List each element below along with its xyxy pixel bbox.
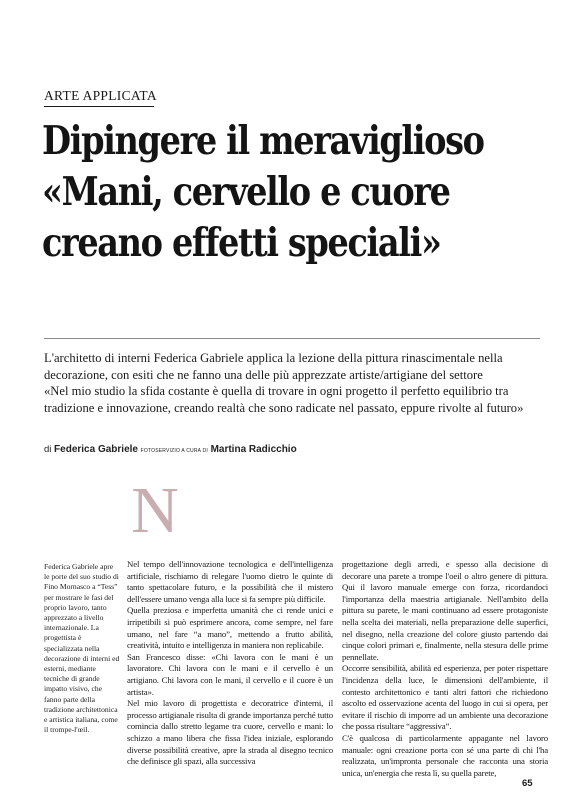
body-paragraph: C'è qualcosa di particolarmente appagante nel lavoro manuale: ogni creazione porta con sé una parte di chi l'ha realizzata, un'impronta personale che racconta una storia unica, un'energia che resta lì, su quella parete, [342,732,548,778]
body-paragraph: Occorre sensibilità, abilità ed esperienza, per poter rispettare l'incidenza della luce, le dimensioni dell'ambiente, il contesto architettonico e tanti altri fattori che richiedono ascolto ed osservazione acenta del luogo in cui si opera, per evitare il rischio di imporre ad un ambiente una decorazione che possa risultare “aggressiva”. [342,663,548,732]
headline [42,116,484,269]
headline-line: creano effetti speciali» [42,220,441,266]
byline-photographer: Martina Radicchio [210,444,297,455]
byline-photo-credit: FOTOSERVIZIO A CURA DI [140,448,208,454]
byline [44,444,544,455]
body-paragraph: progettazione degli arredi, e spesso alla decisione di decorare una parete a trompe l'oeil o altro genere di pittura. Qui il lavoro manuale emerge con forza, ricordandoci l'importanza della maestria artigianale. Nell'ambito della pittura su parete, le mani continuano ad essere protagoniste nella scelta dei materiali, nella preparazione delle superfici, nel disegno, nella creazione del colore giusto partendo dai cinque colori primari e, finalmente, nella stesura delle prime pennellate. [342,559,548,662]
section-label: ARTE APPLICATA [44,88,157,103]
section-rule [44,106,154,107]
drop-cap: N [131,474,179,547]
standfirst-quote: «Nel mio studio la sfida costante è quella di trovare in ogni progetto il perfetto equilibrio tra tradizione e innovazione, creando realtà che sono radicate nel passato, eppure rivolte al futuro» [44,384,524,415]
headline-line: «Mani, cervello e cuore [42,169,450,215]
headline-line: Dipingere il meraviglioso [42,118,484,164]
byline-prefix: di [44,444,52,455]
headline-rule [44,338,540,339]
body-column-1 [127,559,333,768]
body-paragraph: Nel tempo dell'innovazione tecnologica e dell'intelligenza artificiale, rischiamo di relegare l'uomo dietro le quinte di tanto spettacolare futuro, e la possibilità che il mistero dell'essere umano venga alla luce si fa sempre più difficile. [127,559,333,604]
photo-caption: Federica Gabriele apre le porte del suo studio di Fino Mornasco a “Tess” per mostrare le fasi del proprio lavoro, tanto apprezzato a livello internazionale. La progettista è specializzata nella decorazione di interni ed esterni, mediante tecniche di grande impatto visivo, che fanno parte della tradizione architettonica e artistica italiana, come il trompe-l'œil. [44,562,120,735]
body-column-2 [342,559,548,779]
byline-author: Federica Gabriele [54,444,138,455]
body-paragraph: Quella preziosa e imperfetta umanità che ci rende unici e irripetibili si può esprimere ancora, come sempre, nel fare umano, nel fare “a mano”, mettendo a frutto abilità, creatività, intuito e intelligenza in maniera non replicabile. [127,605,333,651]
page-number: 65 [522,778,533,789]
standfirst [44,350,544,416]
body-paragraph: San Francesco disse: «Chi lavora con le mani è un lavoratore. Chi lavora con le mani e il cervello è un artigiano. Chi lavora con le mani, il cervello e il cuore è un artista». [127,651,333,697]
body-paragraph: Nel mio lavoro di progettista e decoratrice d'interni, il processo artigianale risulta di grande importanza perché tutto comincia dallo stretto legame tra cuore, cervello e mani: lo schizzo a mano libera che fissa l'idea iniziale, esplorando diverse possibilità creative, apre la strada al disegno tecnico che definisce gli spazi, alla successiva [127,698,333,767]
standfirst-intro: L'architetto di interni Federica Gabriele applica la lezione della pittura rinascimentale nella decorazione, con esiti che ne fanno una delle più apprezzate artiste/artigiane del settore [44,351,503,382]
